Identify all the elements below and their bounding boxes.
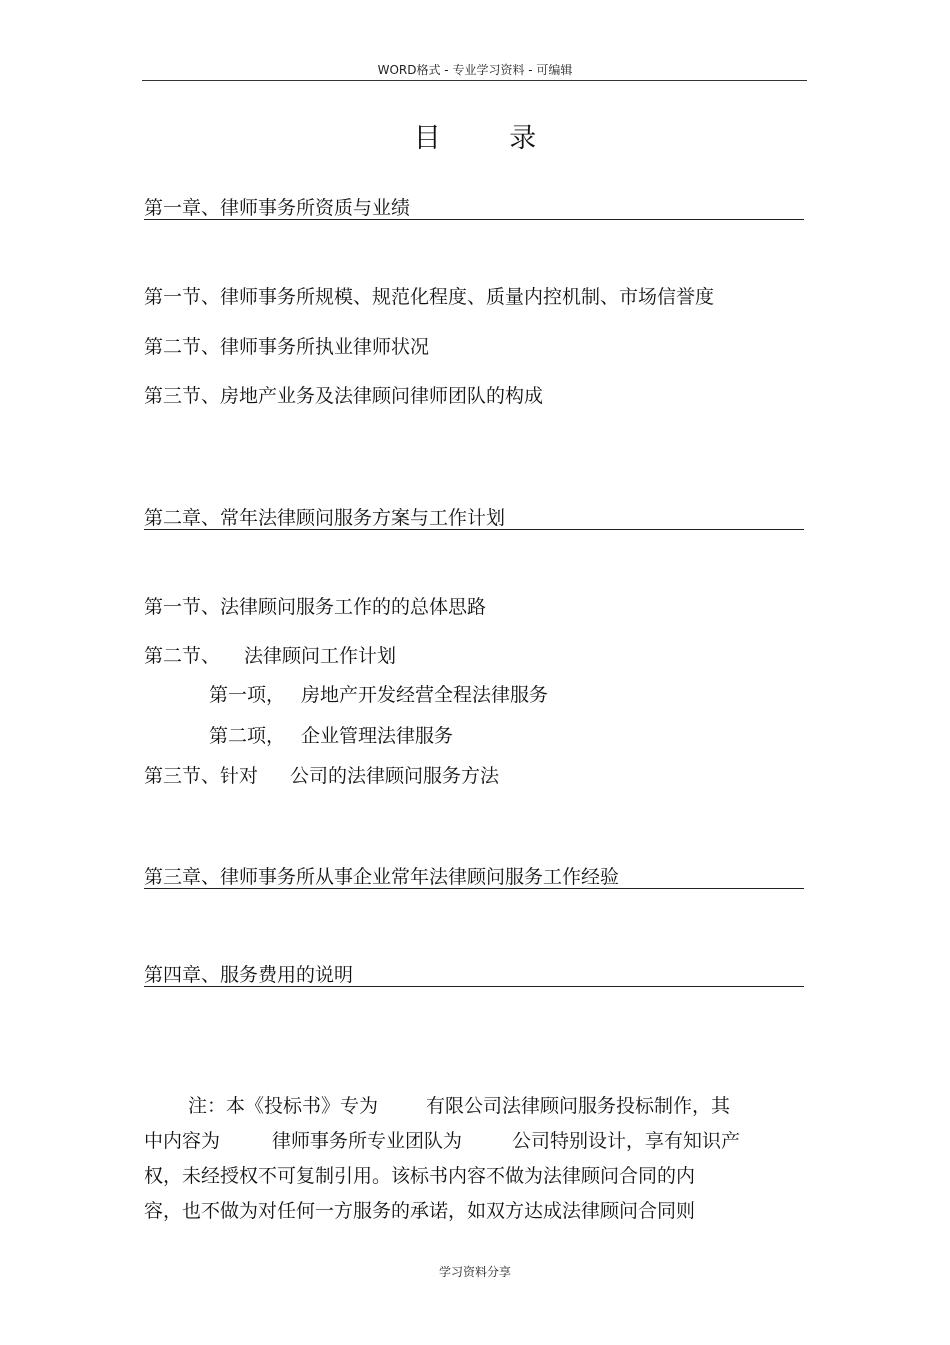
toc-ch1-section-1: 第一节、律师事务所规模、规范化程度、质量内控机制、市场信誉度 <box>144 286 715 308</box>
toc-ch2-section-1: 第一节、法律顾问服务工作的的总体思路 <box>144 596 487 618</box>
toc-ch2-item-2-prefix: 第二项， <box>209 725 286 747</box>
note-line-1b: 有限公司法律顾问服务投标制作，其 <box>426 1095 731 1117</box>
header-rule <box>142 80 807 81</box>
toc-chapter-3: 第三章、律师事务所从事企业常年法律顾问服务工作经验 <box>144 868 804 889</box>
toc-title: 目 录 <box>413 123 567 154</box>
toc-ch2-section-3-text: 公司的法律顾问服务方法 <box>290 765 500 787</box>
toc-ch2-item-1-prefix: 第一项， <box>209 684 286 706</box>
toc-chapter-1: 第一章、律师事务所资质与业绩 <box>144 199 804 220</box>
toc-chapter-2: 第二章、常年法律顾问服务方案与工作计划 <box>144 509 804 530</box>
toc-ch2-section-3-prefix: 第三节、针对 <box>144 765 259 787</box>
page-header: WORD格式 - 专业学习资料 - 可编辑 <box>377 63 573 77</box>
toc-ch2-item-1 <box>209 686 548 705</box>
note-line-1 <box>188 1097 838 1116</box>
note-line-2c: 公司特别设计，享有知识产 <box>512 1130 741 1152</box>
toc-ch1-section-3: 第三节、房地产业务及法律顾问律师团队的构成 <box>144 385 544 407</box>
note-line-2b: 律师事务所专业团队为 <box>272 1130 463 1152</box>
toc-ch2-section-3 <box>144 767 499 786</box>
note-line-3: 权，未经授权不可复制引用。该标书内容不做为法律顾问合同的内 <box>144 1165 696 1187</box>
note-line-2a: 中内容为 <box>144 1130 221 1152</box>
toc-ch2-item-2 <box>209 727 453 746</box>
note-line-4: 容，也不做为对任何一方服务的承诺，如双方达成法律顾问合同则 <box>144 1200 696 1222</box>
toc-ch2-section-2-prefix: 第二节、 <box>144 645 221 667</box>
toc-chapter-4: 第四章、服务费用的说明 <box>144 966 804 987</box>
toc-ch2-item-1-text: 房地产开发经营全程法律服务 <box>301 684 549 706</box>
note-line-1a: 注：本《投标书》专为 <box>188 1095 379 1117</box>
page-footer: 学习资料分享 <box>438 1265 511 1279</box>
toc-ch2-section-2 <box>144 647 396 666</box>
toc-ch1-section-2: 第二节、律师事务所执业律师状况 <box>144 336 430 358</box>
note-line-2 <box>144 1132 794 1151</box>
toc-ch2-item-2-text: 企业管理法律服务 <box>301 725 454 747</box>
toc-ch2-section-2-text: 法律顾问工作计划 <box>244 645 397 667</box>
